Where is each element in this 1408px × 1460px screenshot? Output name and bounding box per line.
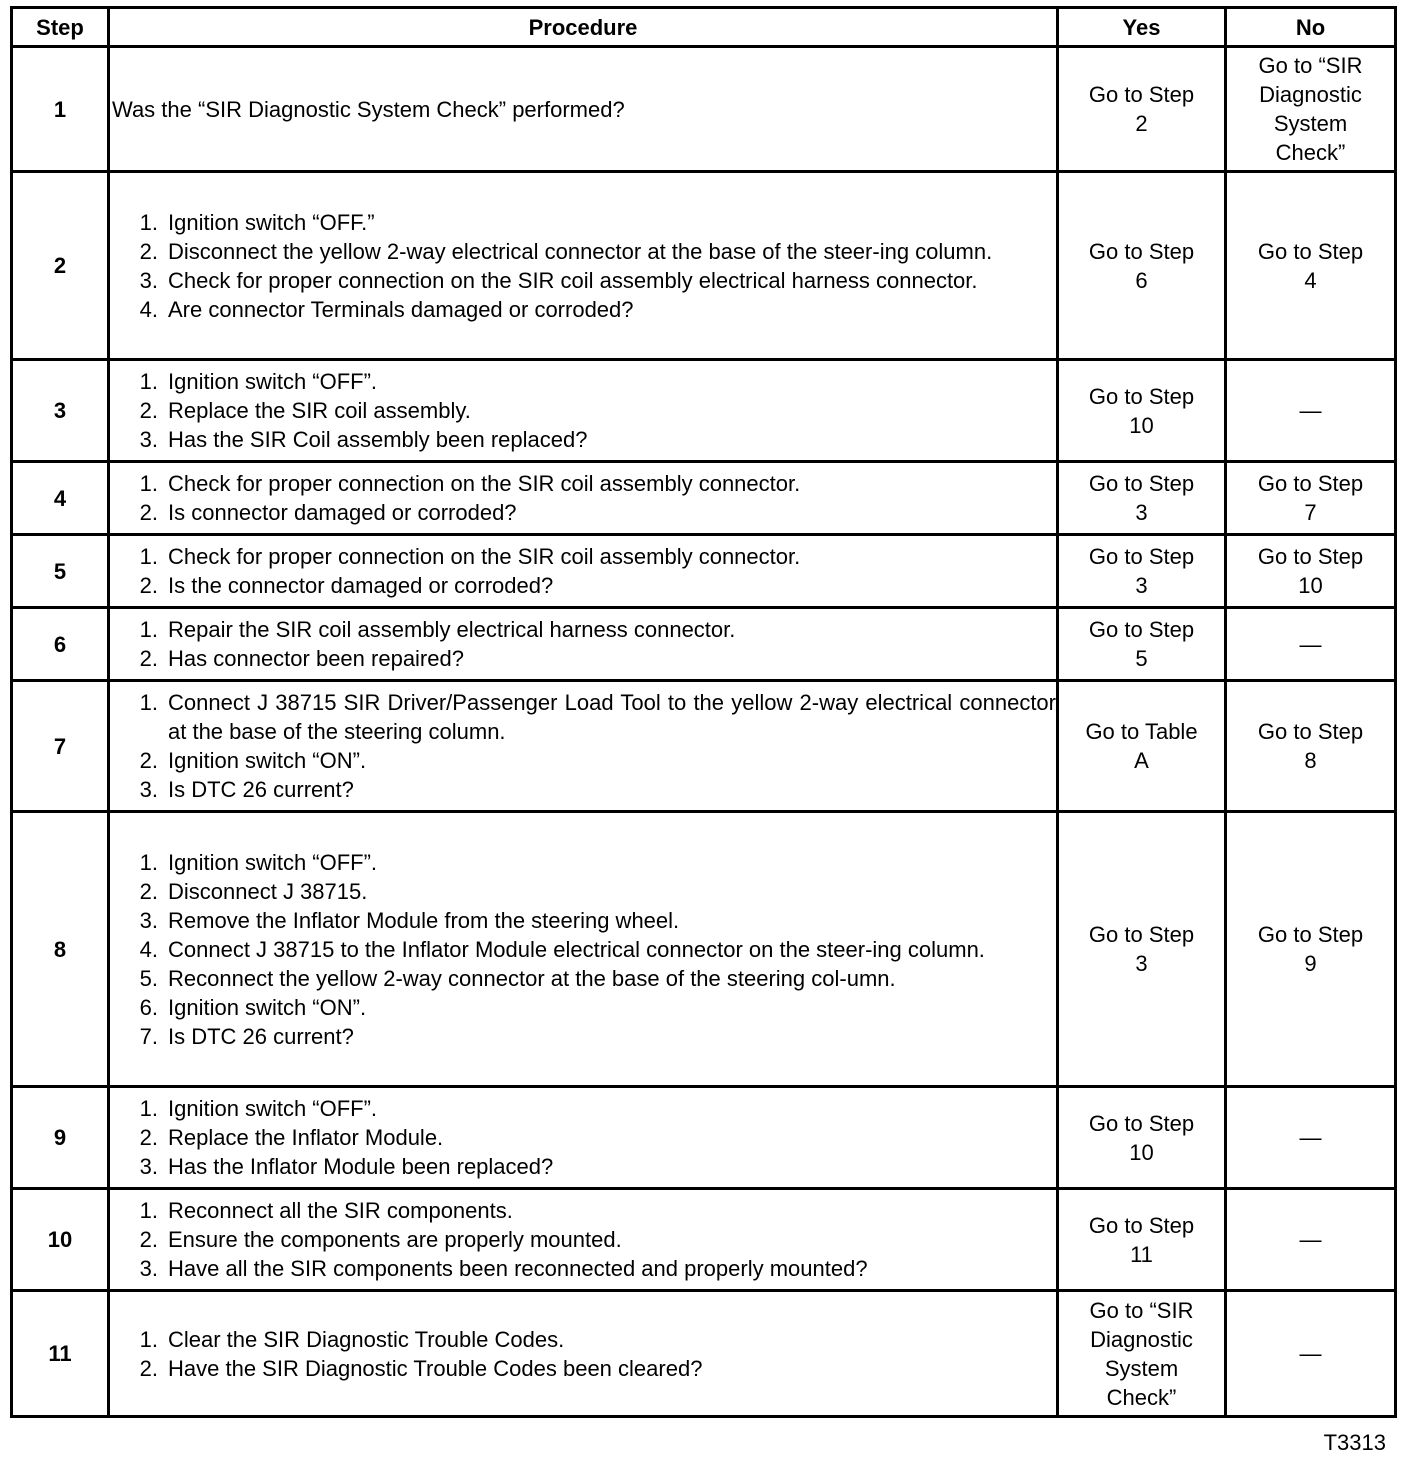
yes-line: A xyxy=(1134,748,1149,773)
item-text: Clear the SIR Diagnostic Trouble Codes. xyxy=(168,1326,565,1352)
item-number: 2. xyxy=(139,1355,158,1381)
procedure-item xyxy=(110,295,1056,324)
item-number: 2. xyxy=(139,573,158,598)
procedure-cell xyxy=(109,1291,1058,1417)
procedure-item xyxy=(110,367,1056,396)
yes-result xyxy=(1058,535,1226,608)
item-number: 1. xyxy=(139,690,158,715)
procedure-item xyxy=(110,1196,1056,1225)
step-number: 8 xyxy=(12,812,109,1087)
item-number: 3. xyxy=(139,1154,158,1179)
no-line: 9 xyxy=(1304,951,1317,976)
table-row xyxy=(12,1087,1396,1189)
item-number: 3. xyxy=(139,267,158,293)
item-text: Is connector damaged or corroded? xyxy=(168,500,517,525)
yes-line: Go to Step xyxy=(1088,544,1195,569)
procedure-cell xyxy=(109,172,1058,360)
procedure-item xyxy=(110,775,1056,804)
procedure-cell xyxy=(109,812,1058,1087)
procedure-cell xyxy=(109,535,1058,608)
item-text: Connect J 38715 to the Inflator Module electrical connector on the steer-ing column. xyxy=(168,936,985,962)
yes-line: Diagnostic xyxy=(1090,1326,1193,1352)
procedure-list xyxy=(110,208,1056,324)
yes-line: Go to Step xyxy=(1088,617,1195,642)
item-number: 1. xyxy=(139,849,158,875)
yes-line: Go to Step xyxy=(1088,1110,1195,1136)
item-number: 2. xyxy=(139,238,158,264)
procedure-item xyxy=(110,469,1056,498)
yes-line: Go to “SIR xyxy=(1089,1297,1194,1323)
yes-line: Go to Step xyxy=(1088,1212,1195,1238)
table-header-row xyxy=(12,8,1396,47)
item-number: 2. xyxy=(139,398,158,423)
no-line: 7 xyxy=(1304,500,1317,525)
procedure-item xyxy=(110,746,1056,775)
yes-line: 10 xyxy=(1129,412,1154,438)
yes-line: 3 xyxy=(1135,500,1148,525)
item-number: 1. xyxy=(139,471,158,496)
procedure-item xyxy=(110,396,1056,425)
procedure-item xyxy=(110,1354,1056,1383)
yes-line: Go to Step xyxy=(1088,82,1195,107)
item-text: Connect J 38715 SIR Driver/Passenger Load Tool to the yellow 2-way electrical connector at the base of the steering column. xyxy=(168,690,1056,744)
table-row xyxy=(12,812,1396,1087)
no-line: — xyxy=(1299,1125,1322,1150)
procedure-item xyxy=(110,1325,1056,1354)
yes-result xyxy=(1058,608,1226,681)
item-text: Check for proper connection on the SIR coil assembly electrical harness connector. xyxy=(168,267,978,293)
yes-line: Check” xyxy=(1106,1384,1177,1410)
procedure-item xyxy=(110,208,1056,237)
procedure-list xyxy=(110,1325,1056,1383)
no-line: Diagnostic xyxy=(1259,82,1362,107)
table-body xyxy=(12,47,1396,1417)
procedure-list xyxy=(110,1196,1056,1283)
procedure-item xyxy=(110,237,1056,266)
step-number: 1 xyxy=(12,47,109,172)
procedure-list xyxy=(110,367,1056,454)
item-text: Ignition switch “ON”. xyxy=(168,994,367,1020)
item-number: 2. xyxy=(139,500,158,525)
procedure-item xyxy=(110,571,1056,600)
step-number: 7 xyxy=(12,681,109,812)
item-number: 6. xyxy=(139,994,158,1020)
no-line: Go to “SIR xyxy=(1258,53,1363,78)
procedure-item xyxy=(110,615,1056,644)
procedure-item xyxy=(110,1094,1056,1123)
item-number: 1. xyxy=(139,1198,158,1223)
step-number: 6 xyxy=(12,608,109,681)
procedure-list xyxy=(110,848,1056,1051)
step-number: 5 xyxy=(12,535,109,608)
item-number: 3. xyxy=(139,777,158,802)
item-text: Have all the SIR components been reconnected and properly mounted? xyxy=(168,1256,868,1281)
item-text: Is DTC 26 current? xyxy=(168,777,354,802)
yes-result xyxy=(1058,681,1226,812)
item-text: Replace the SIR coil assembly. xyxy=(168,398,471,423)
table-row xyxy=(12,608,1396,681)
yes-line: System xyxy=(1104,1355,1179,1381)
item-number: 2. xyxy=(139,748,158,773)
item-number: 1. xyxy=(139,369,158,394)
header-procedure: Procedure xyxy=(109,8,1058,47)
procedure-item xyxy=(110,1152,1056,1181)
no-result xyxy=(1226,1291,1396,1417)
item-number: 1. xyxy=(139,544,158,569)
item-number: 2. xyxy=(139,646,158,671)
procedure-item xyxy=(110,1123,1056,1152)
diagnostic-table xyxy=(10,6,1397,1418)
yes-result xyxy=(1058,1189,1226,1291)
item-number: 4. xyxy=(139,296,158,322)
table-row xyxy=(12,681,1396,812)
item-text: Check for proper connection on the SIR coil assembly connector. xyxy=(168,544,801,569)
no-result xyxy=(1226,172,1396,360)
no-result xyxy=(1226,812,1396,1087)
yes-line: 10 xyxy=(1129,1139,1154,1165)
no-line: Go to Step xyxy=(1257,238,1364,264)
yes-result xyxy=(1058,172,1226,360)
item-number: 2. xyxy=(139,1227,158,1252)
procedure-list xyxy=(110,1094,1056,1181)
no-line: 8 xyxy=(1304,748,1317,773)
item-number: 1. xyxy=(139,1326,158,1352)
procedure-item xyxy=(110,906,1056,935)
header-yes: Yes xyxy=(1058,8,1226,47)
no-result xyxy=(1226,47,1396,172)
procedure-item xyxy=(110,688,1056,746)
no-line: 4 xyxy=(1304,267,1317,293)
step-number: 2 xyxy=(12,172,109,360)
procedure-cell xyxy=(109,47,1058,172)
step-number: 10 xyxy=(12,1189,109,1291)
item-text: Ignition switch “OFF”. xyxy=(168,849,378,875)
item-number: 1. xyxy=(139,617,158,642)
step-number: 4 xyxy=(12,462,109,535)
item-text: Are connector Terminals damaged or corroded? xyxy=(168,296,634,322)
table-row xyxy=(12,535,1396,608)
no-line: System xyxy=(1273,111,1348,136)
no-result xyxy=(1226,462,1396,535)
item-text: Repair the SIR coil assembly electrical harness connector. xyxy=(168,617,736,642)
table-row xyxy=(12,1291,1396,1417)
procedure-item xyxy=(110,935,1056,964)
no-line: Go to Step xyxy=(1257,471,1364,496)
no-line: Check” xyxy=(1275,140,1346,165)
procedure-item xyxy=(110,1225,1056,1254)
yes-line: 6 xyxy=(1135,267,1148,293)
item-number: 3. xyxy=(139,427,158,452)
yes-line: Go to Table xyxy=(1085,719,1198,744)
yes-result xyxy=(1058,1087,1226,1189)
item-text: Has the Inflator Module been replaced? xyxy=(168,1154,554,1179)
yes-line: Go to Step xyxy=(1088,238,1195,264)
header-no: No xyxy=(1226,8,1396,47)
table-row xyxy=(12,47,1396,172)
no-result xyxy=(1226,608,1396,681)
item-number: 3. xyxy=(139,1256,158,1281)
procedure-cell xyxy=(109,681,1058,812)
item-text: Disconnect the yellow 2-way electrical connector at the base of the steer-ing column. xyxy=(168,238,993,264)
procedure-item xyxy=(110,498,1056,527)
procedure-item xyxy=(110,1254,1056,1283)
item-text: Reconnect all the SIR components. xyxy=(168,1198,513,1223)
procedure-list xyxy=(110,615,1056,673)
procedure-cell xyxy=(109,1189,1058,1291)
no-line: — xyxy=(1299,1227,1322,1252)
step-number: 9 xyxy=(12,1087,109,1189)
item-number: 2. xyxy=(139,1125,158,1150)
yes-result xyxy=(1058,1291,1226,1417)
item-number: 3. xyxy=(139,907,158,933)
item-text: Replace the Inflator Module. xyxy=(168,1125,444,1150)
yes-result xyxy=(1058,47,1226,172)
yes-line: 11 xyxy=(1130,1241,1153,1267)
procedure-list xyxy=(110,542,1056,600)
no-line: 10 xyxy=(1298,573,1323,598)
item-number: 7. xyxy=(139,1023,158,1049)
procedure-item xyxy=(110,266,1056,295)
step-number: 11 xyxy=(12,1291,109,1417)
procedure-text: Was the “SIR Diagnostic System Check” performed? xyxy=(112,96,625,122)
yes-line: 3 xyxy=(1135,951,1148,976)
item-text: Ignition switch “OFF.” xyxy=(168,209,375,235)
no-result xyxy=(1226,360,1396,462)
procedure-item xyxy=(110,877,1056,906)
item-text: Remove the Inflator Module from the steering wheel. xyxy=(168,907,680,933)
procedure-item xyxy=(110,644,1056,673)
procedure-list xyxy=(110,469,1056,527)
yes-result xyxy=(1058,462,1226,535)
procedure-cell xyxy=(109,462,1058,535)
no-line: — xyxy=(1299,1341,1322,1366)
item-number: 1. xyxy=(139,1096,158,1121)
item-text: Has connector been repaired? xyxy=(168,646,464,671)
table-row xyxy=(12,360,1396,462)
figure-id: T3313 xyxy=(1323,1430,1386,1455)
procedure-item xyxy=(110,964,1056,993)
item-number: 4. xyxy=(139,936,158,962)
procedure-list xyxy=(110,688,1056,804)
no-line: Go to Step xyxy=(1257,922,1364,947)
procedure-cell xyxy=(109,1087,1058,1189)
yes-line: Go to Step xyxy=(1088,383,1195,409)
no-result xyxy=(1226,681,1396,812)
table-row xyxy=(12,1189,1396,1291)
yes-line: Go to Step xyxy=(1088,471,1195,496)
item-text: Have the SIR Diagnostic Trouble Codes been cleared? xyxy=(168,1355,703,1381)
step-number: 3 xyxy=(12,360,109,462)
yes-line: 2 xyxy=(1135,111,1148,136)
procedure-item xyxy=(110,542,1056,571)
no-line: — xyxy=(1299,398,1322,423)
item-text: Has the SIR Coil assembly been replaced? xyxy=(168,427,588,452)
item-text: Is DTC 26 current? xyxy=(168,1023,354,1049)
yes-line: 5 xyxy=(1135,646,1148,671)
yes-line: Go to Step xyxy=(1088,922,1195,947)
item-number: 1. xyxy=(139,209,158,235)
item-text: Ignition switch “OFF”. xyxy=(168,1096,378,1121)
header-step: Step xyxy=(12,8,109,47)
procedure-cell xyxy=(109,608,1058,681)
item-text: Reconnect the yellow 2-way connector at the base of the steering col-umn. xyxy=(168,965,896,991)
item-text: Is the connector damaged or corroded? xyxy=(168,573,554,598)
table-row xyxy=(12,462,1396,535)
item-text: Check for proper connection on the SIR coil assembly connector. xyxy=(168,471,801,496)
no-line: Go to Step xyxy=(1257,719,1364,744)
item-number: 2. xyxy=(139,878,158,904)
no-line: Go to Step xyxy=(1257,544,1364,569)
item-text: Ensure the components are properly mounted. xyxy=(168,1227,622,1252)
no-line: — xyxy=(1299,631,1322,657)
item-text: Ignition switch “ON”. xyxy=(168,748,367,773)
procedure-item xyxy=(110,1022,1056,1051)
item-text: Ignition switch “OFF”. xyxy=(168,369,378,394)
procedure-cell xyxy=(109,360,1058,462)
item-number: 5. xyxy=(139,965,158,991)
procedure-item xyxy=(110,425,1056,454)
item-text: Disconnect J 38715. xyxy=(168,878,368,904)
no-result xyxy=(1226,1189,1396,1291)
no-result xyxy=(1226,1087,1396,1189)
table-row xyxy=(12,172,1396,360)
yes-result xyxy=(1058,360,1226,462)
procedure-item xyxy=(110,848,1056,877)
yes-result xyxy=(1058,812,1226,1087)
procedure-item xyxy=(110,993,1056,1022)
yes-line: 3 xyxy=(1135,573,1148,598)
no-result xyxy=(1226,535,1396,608)
